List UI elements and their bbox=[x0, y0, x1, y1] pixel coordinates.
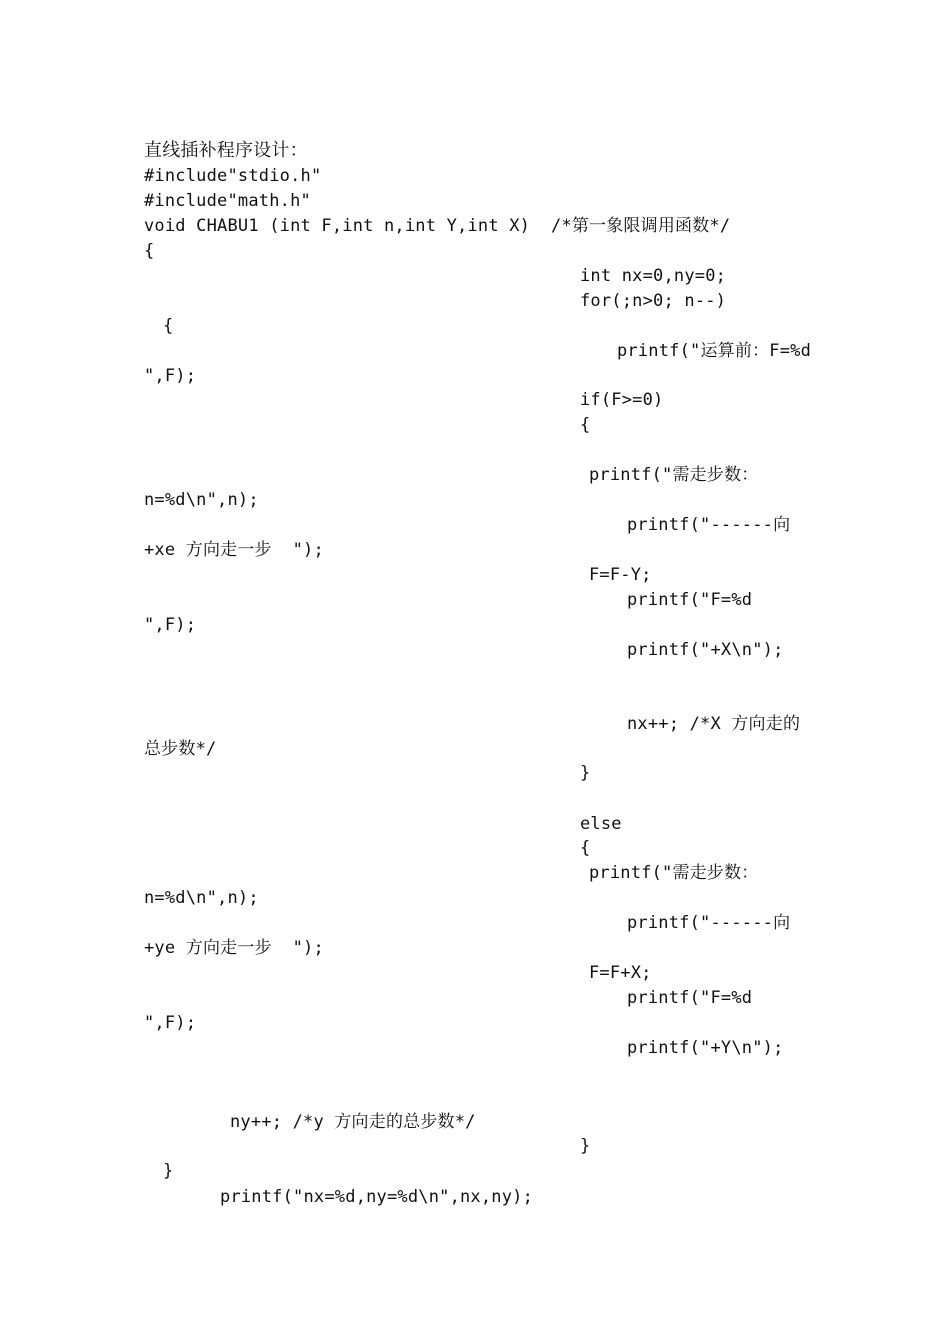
loop-close-brace: } bbox=[163, 1161, 174, 1181]
if-close-brace: } bbox=[580, 763, 591, 783]
function-open-brace: { bbox=[144, 241, 155, 261]
printf-f-y: printf("F=%d bbox=[627, 988, 753, 1008]
printf-steps-x: printf("需走步数： bbox=[589, 465, 759, 485]
f-plus-x: F=F+X; bbox=[589, 963, 652, 983]
include-stdio: #include"stdio.h" bbox=[144, 166, 322, 186]
if-open-brace: { bbox=[580, 415, 591, 435]
ny-increment: ny++; /*y 方向走的总步数*/ bbox=[230, 1112, 476, 1132]
printf-steps-x-args: n=%d\n",n); bbox=[144, 490, 259, 510]
include-math: #include"math.h" bbox=[144, 191, 311, 211]
printf-f-x: printf("F=%d bbox=[627, 590, 753, 610]
nx-comment-tail: 总步数*/ bbox=[144, 739, 217, 759]
printf-direction-x-args: +xe 方向走一步 "); bbox=[144, 540, 324, 560]
printf-before-args: ",F); bbox=[144, 366, 197, 386]
loop-open-brace: { bbox=[163, 316, 174, 336]
for-loop-header: for(;n>0; n--) bbox=[580, 291, 727, 311]
variable-declaration: int nx=0,ny=0; bbox=[580, 266, 727, 286]
else-open-brace: { bbox=[580, 838, 591, 858]
printf-steps-y-args: n=%d\n",n); bbox=[144, 888, 259, 908]
printf-f-x-args: ",F); bbox=[144, 615, 197, 635]
nx-increment: nx++; /*X 方向走的 bbox=[627, 714, 801, 734]
printf-f-y-args: ",F); bbox=[144, 1013, 197, 1033]
else-statement: else bbox=[580, 814, 622, 834]
if-statement: if(F>=0) bbox=[580, 390, 664, 410]
printf-before: printf("运算前：F=%d bbox=[617, 341, 812, 361]
printf-plus-y: printf("+Y\n"); bbox=[627, 1038, 784, 1058]
f-minus-y: F=F-Y; bbox=[589, 565, 652, 585]
printf-direction-y-args: +ye 方向走一步 "); bbox=[144, 938, 324, 958]
doc-title: 直线插补程序设计： bbox=[144, 140, 308, 161]
printf-final: printf("nx=%d,ny=%d\n",nx,ny); bbox=[220, 1187, 534, 1207]
else-close-brace: } bbox=[580, 1136, 591, 1156]
printf-direction-x: printf("------向 bbox=[627, 515, 791, 535]
printf-direction-y: printf("------向 bbox=[627, 913, 791, 933]
function-signature: void CHABU1 (int F,int n,int Y,int X) /*第一象限调用函数*/ bbox=[144, 216, 731, 236]
printf-plus-x: printf("+X\n"); bbox=[627, 640, 784, 660]
printf-steps-y: printf("需走步数： bbox=[589, 863, 759, 883]
